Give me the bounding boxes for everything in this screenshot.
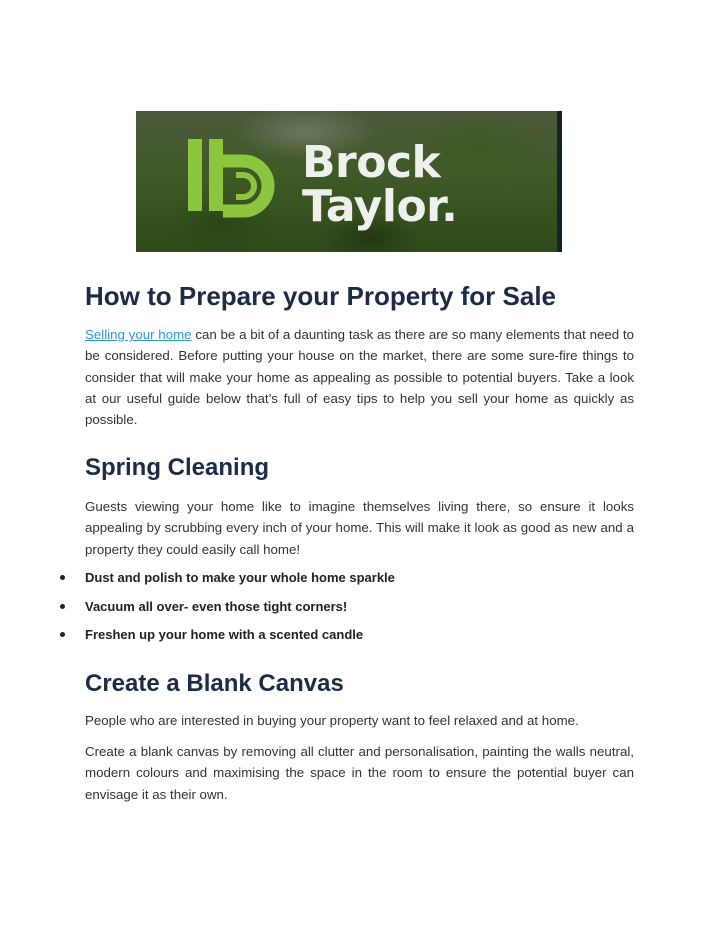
blank-canvas-paragraph-block-1 — [85, 710, 634, 731]
bullet-text: Dust and polish to make your whole home sparkle — [85, 570, 395, 585]
brand-name-line1: Brock — [302, 137, 441, 188]
spring-cleaning-paragraph: Guests viewing your home like to imagine themselves living there, so ensure it looks appealing by scrubbing every inch of your home. This will make it look as good as new and a property they could easily call home! — [85, 499, 634, 557]
logo-edge-strip — [557, 111, 562, 252]
blank-canvas-paragraph: People who are interested in buying your property want to feel relaxed and at home. — [85, 713, 579, 728]
bullet-item — [0, 567, 720, 596]
section-heading-blank-canvas: Create a Blank Canvas — [85, 670, 344, 697]
intro-text: can be a bit of a daunting task as there are so many elements that need to be considered. Before putting your house on the market, there are some sure-fire things to consider that will make your home as appealing as possible to potential buyers. Take a look at our useful guide below that’s full of easy tips to help you sell your home as quickly as possible. — [85, 327, 635, 428]
selling-your-home-link[interactable]: Selling your home — [85, 327, 192, 342]
blank-canvas-paragraph: Create a blank canvas by removing all clutter and personalisation, painting the walls neutral, modern colours and maximising the space in the room to ensure the potential buyer can envisage it as their own. — [85, 744, 634, 802]
brand-logo-banner — [136, 111, 562, 252]
spring-cleaning-paragraph-block — [85, 496, 634, 560]
bullet-dot-icon — [60, 632, 65, 637]
bullet-dot-icon — [60, 604, 65, 609]
intro-paragraph-block — [85, 324, 634, 430]
bullet-item — [0, 596, 720, 625]
bullet-text: Vacuum all over- even those tight corners! — [85, 598, 348, 614]
bullet-item — [0, 624, 720, 653]
blank-canvas-paragraph-block-2 — [85, 741, 634, 805]
section-heading-spring-cleaning: Spring Cleaning — [85, 454, 270, 481]
article-title: How to Prepare your Property for Sale — [85, 281, 557, 311]
bullet-dot-icon — [60, 575, 65, 580]
brand-name-line2: Taylor. — [302, 181, 458, 232]
intro-paragraph — [85, 324, 634, 430]
spring-cleaning-bullet-list — [0, 567, 720, 653]
bullet-text: Freshen up your home with a scented candle — [85, 627, 364, 642]
